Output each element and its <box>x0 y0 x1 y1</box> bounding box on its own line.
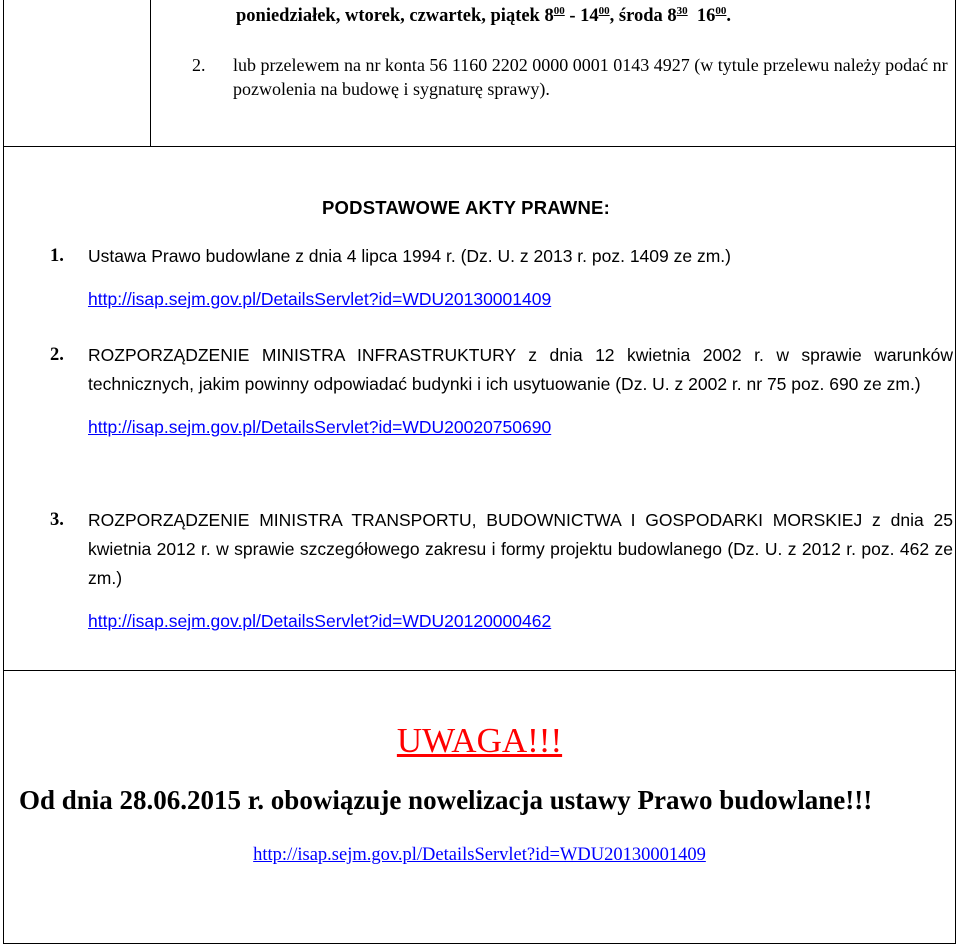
office-hours <box>236 6 731 27</box>
payment-item <box>192 53 957 101</box>
payment-table-row <box>3 0 956 147</box>
warning-heading: UWAGA!!! <box>396 721 563 760</box>
table-column-divider <box>150 0 151 146</box>
legal-act-number: 1. <box>50 246 64 266</box>
legal-act-link[interactable]: http://isap.sejm.gov.pl/DetailsServlet?id=WDU20130001409 <box>88 289 552 309</box>
legal-act-link[interactable]: http://isap.sejm.gov.pl/DetailsServlet?id=WDU20020750690 <box>88 417 552 437</box>
legal-act-number: 3. <box>50 510 64 530</box>
legal-act-text: ROZPORZĄDZENIE MINISTRA TRANSPORTU, BUDOWNICTWA I GOSPODARKI MORSKIEJ z dnia 25 kwietnia 2012 r. w sprawie szczegółowego zakresu i formy projektu budowlanego (Dz. U. z 2012 r. poz. 462 ze zm.) <box>88 510 953 588</box>
office-hours-sup: 00 <box>553 5 565 17</box>
amendment-notice: Od dnia 28.06.2015 r. obowiązuje nowelizacja ustawy Prawo budowlane!!! <box>19 785 873 815</box>
legal-act-text: ROZPORZĄDZENIE MINISTRA INFRASTRUKTURY z dnia 12 kwietnia 2002 r. w sprawie warunków technicznych, jakim powinny odpowiadać budynki i ich usytuowanie (Dz. U. z 2002 r. nr 75 poz. 690 ze zm.) <box>88 345 953 394</box>
legal-acts-heading: PODSTAWOWE AKTY PRAWNE: <box>322 197 610 218</box>
legal-act-link[interactable]: http://isap.sejm.gov.pl/DetailsServlet?id=WDU20120000462 <box>88 611 552 631</box>
office-hours-sup: 30 <box>676 5 688 17</box>
office-hours-sup: 00 <box>715 5 727 17</box>
office-hours-sep: - 14 <box>564 6 599 26</box>
legal-act-item <box>50 506 953 636</box>
legal-act-text: Ustawa Prawo budowlane z dnia 4 lipca 1994 r. (Dz. U. z 2013 r. poz. 1409 ze zm.) <box>88 246 731 266</box>
notice-section <box>3 671 956 944</box>
office-hours-sup: 00 <box>598 5 610 17</box>
legal-acts-section <box>3 147 956 671</box>
office-hours-wednesday: , środa 8 <box>609 6 677 26</box>
amendment-link[interactable]: http://isap.sejm.gov.pl/DetailsServlet?id=WDU20130001409 <box>253 845 706 865</box>
legal-act-item <box>50 341 953 442</box>
office-hours-end: . <box>726 6 732 26</box>
office-hours-sep: 16 <box>687 6 716 26</box>
office-hours-days: poniedziałek, wtorek, czwartek, piątek 8 <box>236 6 554 26</box>
payment-item-text: lub przelewem na nr konta 56 1160 2202 0000 0001 0143 4927 (w tytule przelewu należy podać nr pozwolenia na budowę i sygnaturę sprawy). <box>233 55 948 99</box>
legal-act-item <box>50 242 953 314</box>
payment-item-number: 2. <box>192 55 206 75</box>
legal-act-number: 2. <box>50 345 64 365</box>
